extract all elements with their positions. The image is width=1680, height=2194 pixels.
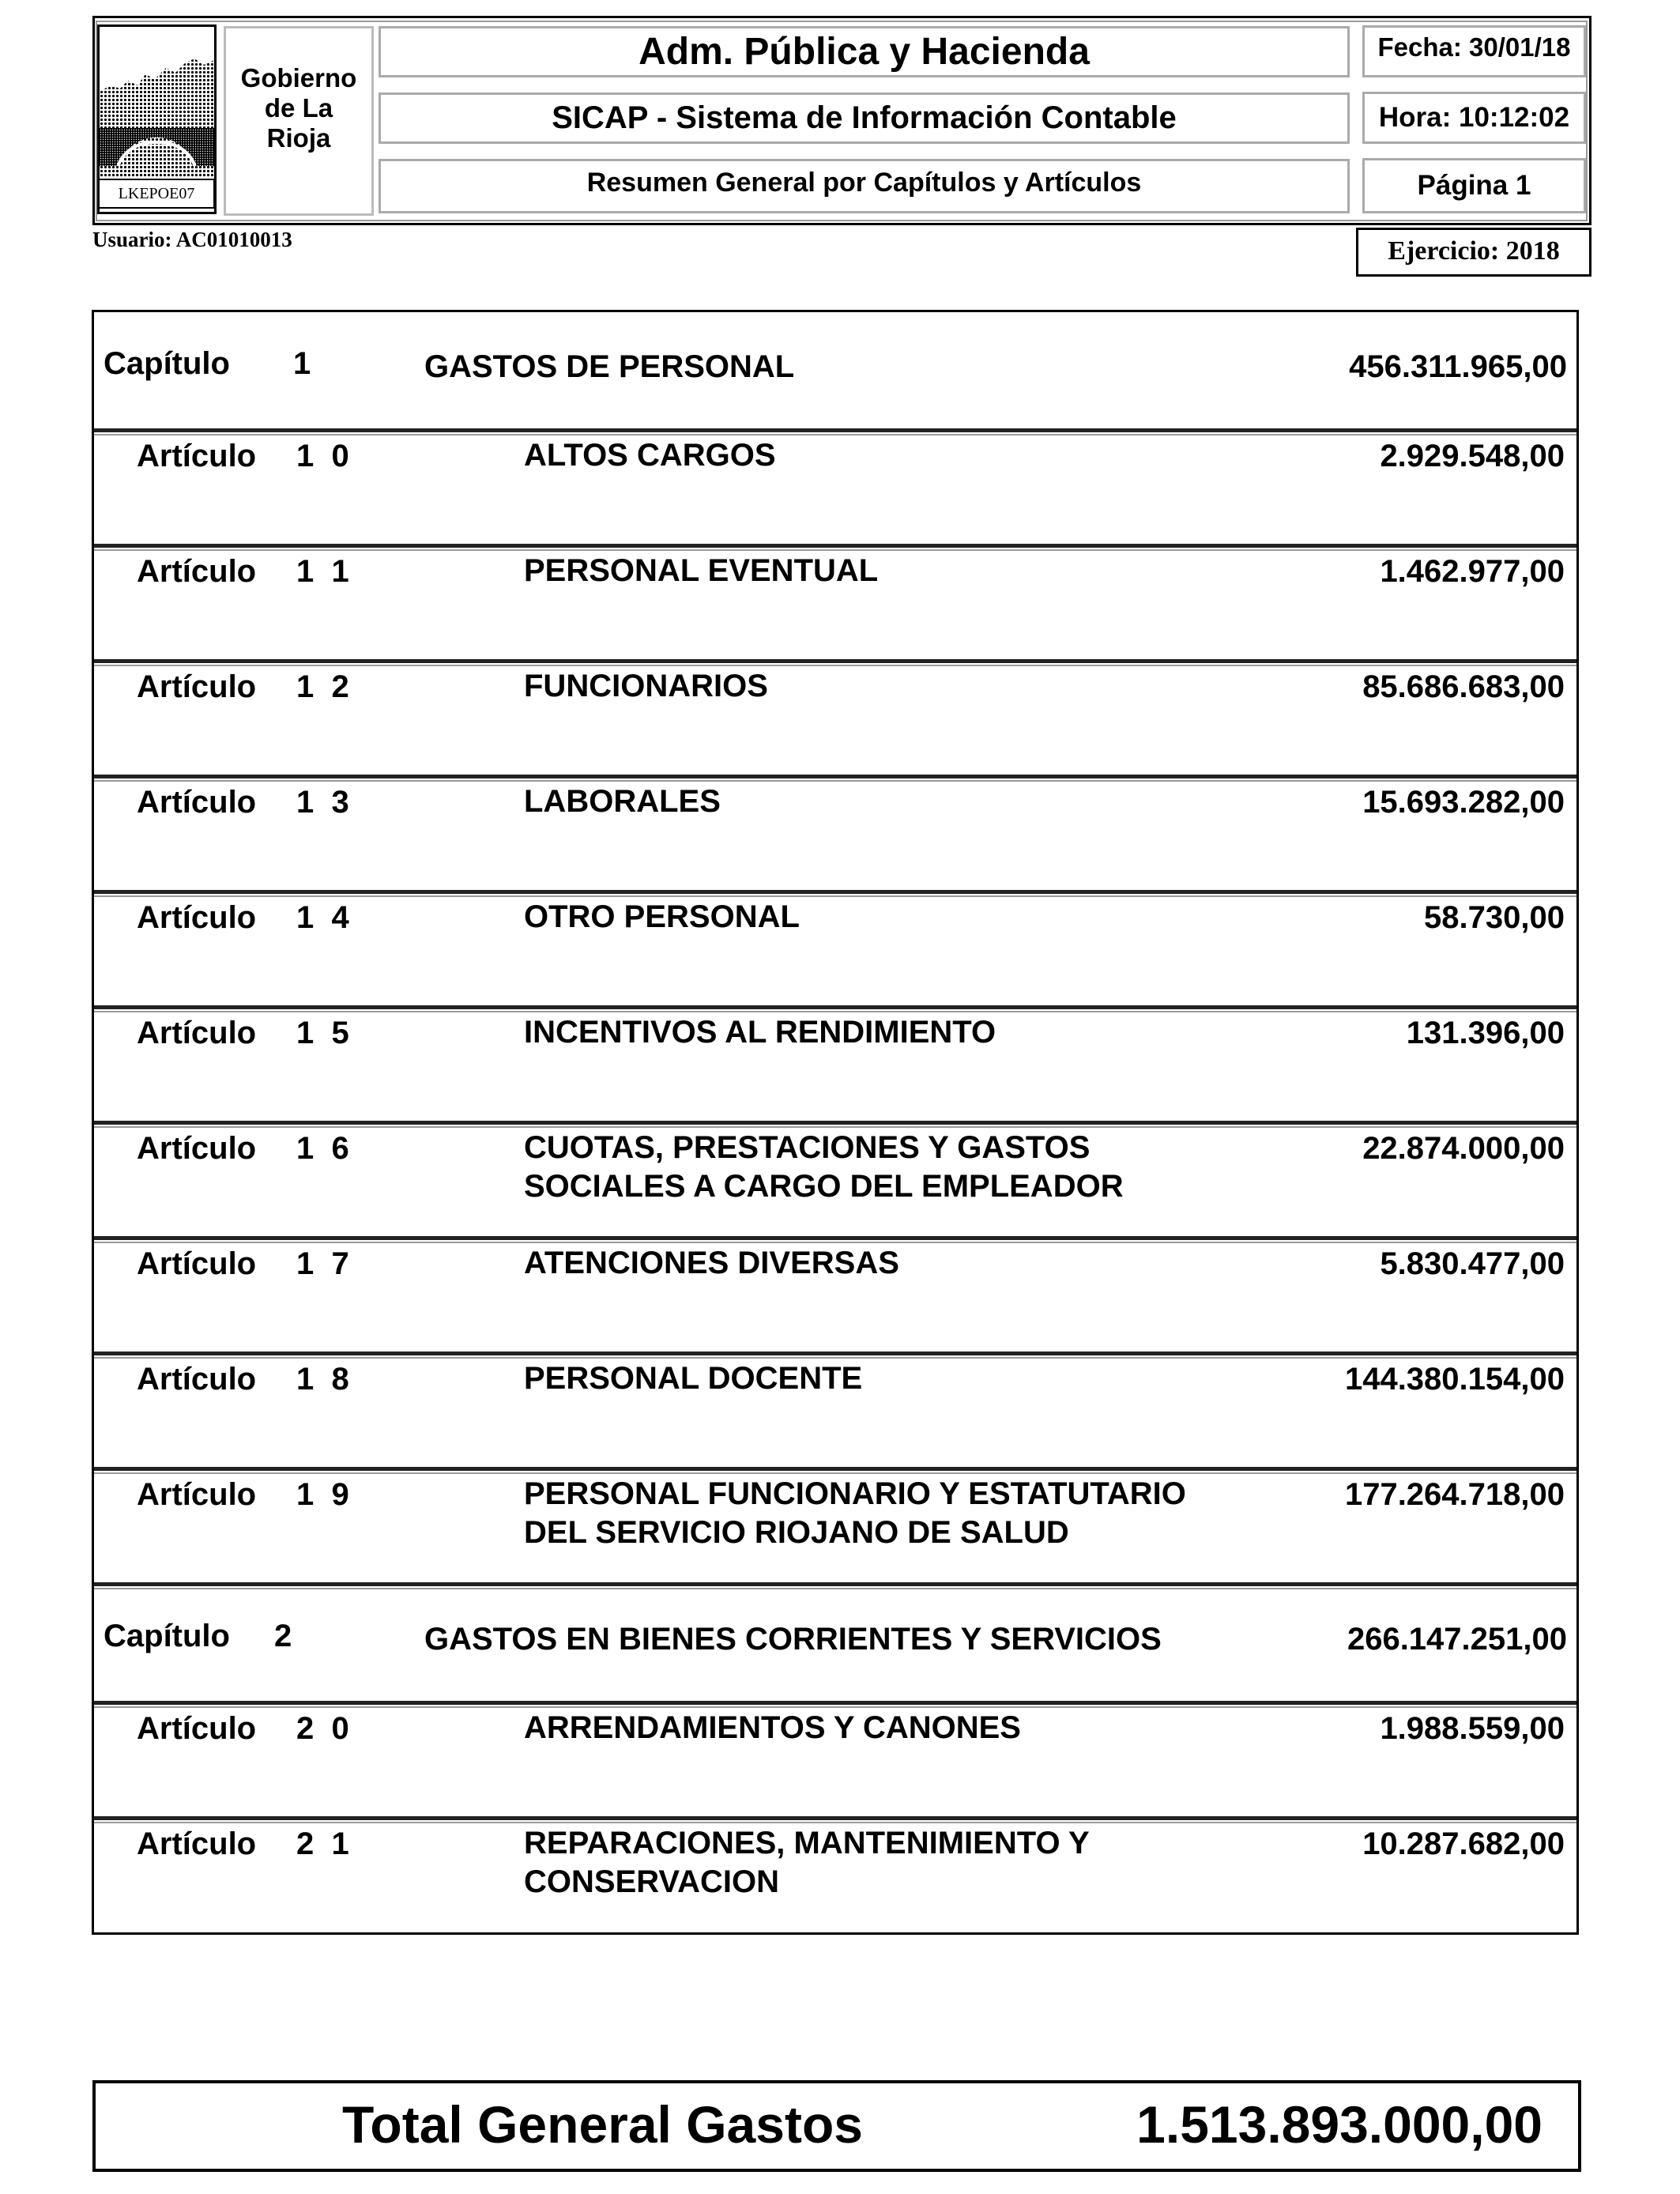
row-number: 1 6 (296, 1131, 349, 1166)
row-number: 1 4 (296, 900, 349, 935)
row-number: 1 9 (296, 1477, 349, 1512)
row-amount: 1.988.559,00 (1380, 1711, 1565, 1746)
row-name: LABORALES (524, 784, 721, 819)
row-type-label: Artículo (137, 1362, 257, 1397)
row-number: 1 (293, 346, 311, 381)
row-name: ALTOS CARGOS (524, 438, 776, 473)
government-name-line: Rioja (266, 123, 331, 153)
system-title: SICAP - Sistema de Información Contable (379, 92, 1350, 144)
row-name: PERSONAL FUNCIONARIO Y ESTATUTARIO (524, 1476, 1186, 1511)
total-label: Total General Gastos (342, 2095, 863, 2154)
row-name: OTRO PERSONAL (524, 899, 800, 934)
row-type-label: Capítulo (104, 346, 230, 381)
row-amount: 456.311.965,00 (1349, 349, 1567, 384)
department-title: Adm. Pública y Hacienda (379, 26, 1350, 77)
row-name-continued: DEL SERVICIO RIOJANO DE SALUD (524, 1515, 1069, 1550)
row-name: REPARACIONES, MANTENIMIENTO Y (524, 1826, 1090, 1860)
article-row (94, 1705, 1576, 1820)
row-amount: 144.380.154,00 (1344, 1362, 1565, 1397)
row-number: 1 0 (296, 439, 349, 473)
government-name-line: de La (264, 93, 333, 123)
row-number: 1 7 (296, 1246, 349, 1281)
row-name: GASTOS DE PERSONAL (424, 349, 795, 384)
row-type-label: Artículo (137, 669, 257, 704)
row-number: 1 8 (296, 1362, 349, 1397)
row-amount: 58.730,00 (1424, 900, 1565, 935)
row-amount: 85.686.683,00 (1362, 669, 1565, 704)
row-number: 2 (274, 1619, 292, 1653)
row-name: PERSONAL DOCENTE (524, 1361, 863, 1396)
row-name-continued: SOCIALES A CARGO DEL EMPLEADOR (524, 1169, 1124, 1204)
row-name: ATENCIONES DIVERSAS (524, 1246, 899, 1280)
government-name (224, 63, 374, 153)
row-type-label: Artículo (137, 1246, 257, 1281)
row-type-label: Artículo (137, 554, 257, 589)
row-type-label: Artículo (137, 1016, 257, 1050)
report-time: Hora: 10:12:02 (1362, 92, 1586, 144)
article-row (94, 894, 1576, 1009)
row-amount: 15.693.282,00 (1362, 785, 1565, 820)
row-number: 1 1 (296, 554, 349, 589)
row-name: PERSONAL EVENTUAL (524, 553, 879, 588)
bridge-logo-icon (100, 27, 214, 177)
report-date: Fecha: 30/01/18 (1362, 25, 1586, 77)
row-number: 2 1 (296, 1826, 349, 1861)
row-amount: 177.264.718,00 (1344, 1477, 1565, 1512)
row-type-label: Artículo (137, 1826, 257, 1861)
row-number: 1 5 (296, 1016, 349, 1050)
article-row (94, 1820, 1576, 1932)
article-row (94, 1355, 1576, 1471)
article-row (94, 778, 1576, 894)
total-value: 1.513.893.000,00 (1136, 2095, 1543, 2154)
article-row (94, 1125, 1576, 1240)
row-type-label: Artículo (137, 1131, 257, 1166)
row-amount: 131.396,00 (1406, 1016, 1565, 1050)
row-amount: 266.147.251,00 (1347, 1622, 1567, 1657)
chapter-row (94, 1586, 1576, 1705)
article-row (94, 663, 1576, 778)
row-amount: 2.929.548,00 (1380, 439, 1565, 473)
article-row (94, 548, 1576, 663)
row-number: 1 3 (296, 785, 349, 820)
row-type-label: Artículo (137, 900, 257, 935)
row-number: 2 0 (296, 1711, 349, 1746)
row-amount: 1.462.977,00 (1380, 554, 1565, 589)
article-row (94, 432, 1576, 548)
row-name: ARRENDAMIENTOS Y CANONES (524, 1710, 1021, 1745)
article-row (94, 1009, 1576, 1125)
row-type-label: Artículo (137, 439, 257, 473)
report-title: Resumen General por Capítulos y Artículos (379, 159, 1350, 213)
row-type-label: Artículo (137, 1477, 257, 1512)
row-amount: 10.287.682,00 (1362, 1826, 1565, 1861)
report-code-label: LKEPOE07 (98, 179, 215, 209)
summary-table (92, 310, 1579, 1935)
row-name: INCENTIVOS AL RENDIMIENTO (524, 1015, 996, 1050)
row-name: FUNCIONARIOS (524, 669, 768, 703)
row-amount: 22.874.000,00 (1362, 1131, 1565, 1166)
user-id: Usuario: AC01010013 (92, 228, 292, 251)
row-number: 1 2 (296, 669, 349, 704)
row-type-label: Artículo (137, 785, 257, 820)
fiscal-year: Ejercicio: 2018 (1356, 228, 1591, 277)
article-row (94, 1471, 1576, 1586)
row-name: GASTOS EN BIENES CORRIENTES Y SERVICIOS (424, 1622, 1162, 1657)
row-type-label: Artículo (137, 1711, 257, 1746)
row-name-continued: CONSERVACION (524, 1864, 780, 1899)
article-row (94, 1240, 1576, 1355)
row-type-label: Capítulo (104, 1619, 230, 1653)
row-name: CUOTAS, PRESTACIONES Y GASTOS (524, 1130, 1090, 1165)
row-amount: 5.830.477,00 (1380, 1246, 1565, 1281)
government-name-line: Gobierno (240, 63, 357, 92)
chapter-row (94, 312, 1576, 432)
page-number: Página 1 (1362, 158, 1586, 213)
